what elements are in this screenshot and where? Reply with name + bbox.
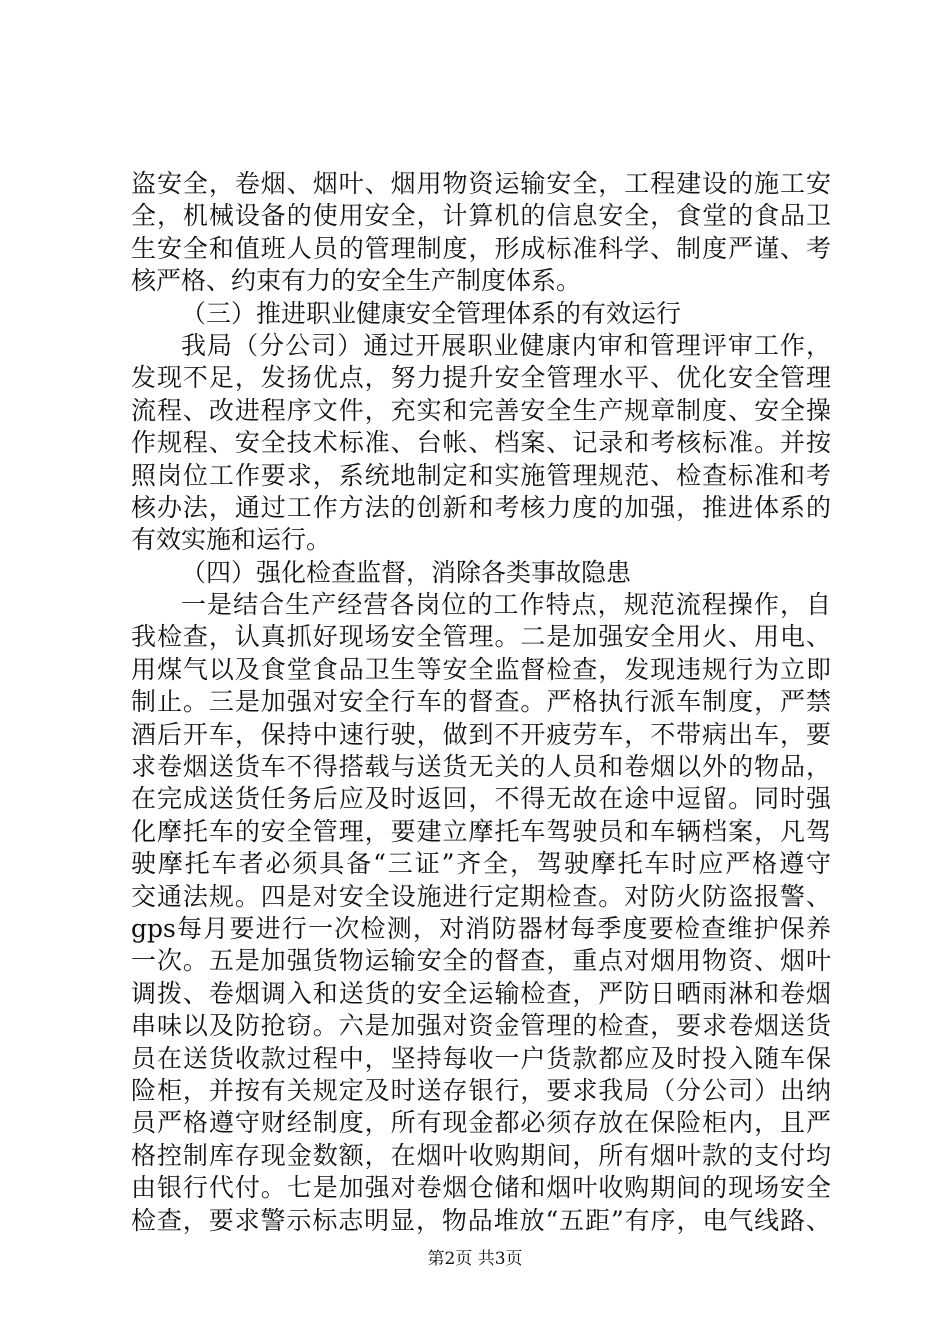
- text-line: 有效实施和运行。: [131, 525, 332, 555]
- text-line: 员严格遵守财经制度，所有现金都必须存放在保险柜内，且严: [131, 1108, 831, 1138]
- text-line: 化摩托车的安全管理，要建立摩托车驾驶员和车辆档案，凡驾: [131, 816, 831, 846]
- text-line: 我局（分公司）通过开展职业健康内审和管理评审工作，: [181, 330, 831, 360]
- text-line: 格控制库存现金数额，在烟叶收购期间，所有烟叶款的支付均: [131, 1140, 831, 1170]
- text-line: 在完成送货任务后应及时返回，不得无故在途中逗留。同时强: [131, 784, 831, 814]
- text-line: 由银行代付。七是加强对卷烟仓储和烟叶收购期间的现场安全: [131, 1173, 831, 1203]
- text-line: 酒后开车，保持中速行驶，做到不开疲劳车，不带病出车，要: [131, 719, 831, 749]
- text-line: 驶摩托车者必须具备“三证”齐全，驾驶摩托车时应严格遵守: [131, 849, 831, 879]
- text-line: 作规程、安全技术标准、台帐、档案、记录和考核标准。并按: [131, 428, 831, 458]
- text-line: 生安全和值班人员的管理制度，形成标准科学、制度严谨、考: [131, 233, 831, 263]
- text-line: 制止。三是加强对安全行车的督查。严格执行派车制度，严禁: [131, 687, 831, 717]
- text-line: 险柜，并按有关规定及时送存银行，要求我局（分公司）出纳: [131, 1075, 831, 1105]
- text-line: （三）推进职业健康安全管理体系的有效运行: [181, 298, 682, 328]
- text-line: 核严格、约束有力的安全生产制度体系。: [131, 266, 582, 296]
- text-line: 串味以及防抢窃。六是加强对资金管理的检查，要求卷烟送货: [131, 1011, 831, 1041]
- text-line: 照岗位工作要求，系统地制定和实施管理规范、检查标准和考: [131, 460, 831, 490]
- text-line: 用煤气以及食堂食品卫生等安全监督检查，发现违规行为立即: [131, 654, 831, 684]
- text-line: gps每月要进行一次检测，对消防器材每季度要检查维护保养: [131, 913, 831, 943]
- page-number-footer: 第2页 共3页: [427, 1249, 523, 1269]
- text-line: 员在送货收款过程中，坚持每收一户货款都应及时投入随车保: [131, 1043, 831, 1073]
- text-line: 调拨、卷烟调入和送货的安全运输检查，严防日晒雨淋和卷烟: [131, 978, 831, 1008]
- document-body: [131, 168, 831, 1237]
- text-line: 我检查，认真抓好现场安全管理。二是加强安全用火、用电、: [131, 622, 831, 652]
- text-line: 流程、改进程序文件，充实和完善安全生产规章制度、安全操: [131, 395, 831, 425]
- text-line: 交通法规。四是对安全设施进行定期检查。对防火防盗报警、: [131, 881, 831, 911]
- text-line: 发现不足，发扬优点，努力提升安全管理水平、优化安全管理: [131, 363, 831, 393]
- text-line: 全，机械设备的使用安全，计算机的信息安全，食堂的食品卫: [131, 201, 831, 231]
- text-line: 核办法，通过工作方法的创新和考核力度的加强，推进体系的: [131, 492, 831, 522]
- text-line: （四）强化检查监督，消除各类事故隐患: [181, 557, 632, 587]
- text-line: 检查，要求警示标志明显，物品堆放“五距”有序，电气线路、: [131, 1205, 831, 1235]
- text-line: 盗安全，卷烟、烟叶、烟用物资运输安全，工程建设的施工安: [131, 169, 831, 198]
- text-line: 一是结合生产经营各岗位的工作特点，规范流程操作，自: [181, 590, 831, 620]
- text-line: 一次。五是加强货物运输安全的督查，重点对烟用物资、烟叶: [131, 946, 831, 976]
- text-line: 求卷烟送货车不得搭载与送货无关的人员和卷烟以外的物品，: [131, 752, 831, 782]
